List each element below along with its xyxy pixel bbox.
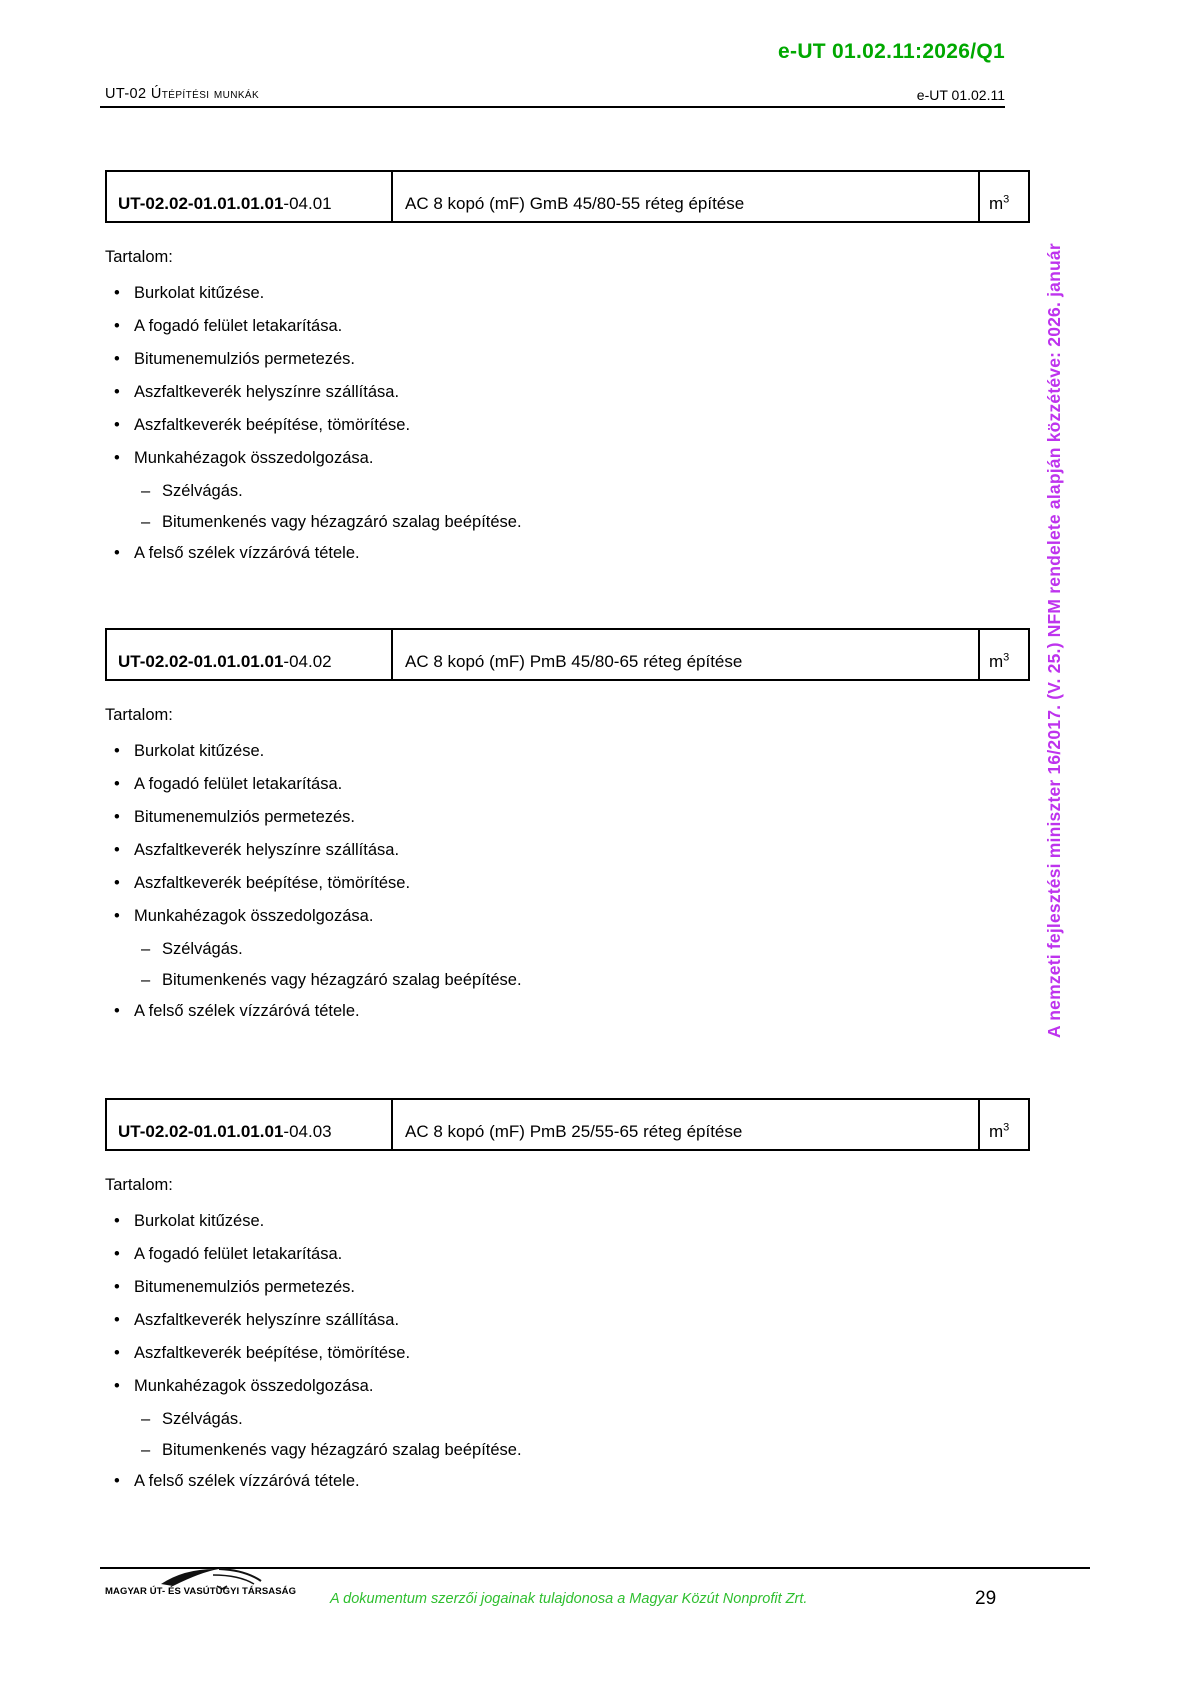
spec-code-prefix: UT-02.02-01.01.01.01 — [118, 652, 284, 671]
list-item: • Munkahézagok összedolgozása. — [105, 449, 1030, 468]
list-item: • Aszfaltkeverék helyszínre szállítása. — [105, 1311, 1030, 1330]
list-item: • Aszfaltkeverék helyszínre szállítása. — [105, 841, 1030, 860]
content-list — [105, 742, 1030, 1021]
spec-item-code — [107, 172, 393, 221]
spec-item-unit — [978, 630, 1028, 679]
doc-reference: e-UT 01.02.11:2026/Q1 — [778, 40, 1005, 63]
copyright-notice: A dokumentum szerzői jogainak tulajdonosa a Magyar Közút Nonprofit Zrt. — [330, 1591, 808, 1607]
spec-code-suffix: -04.02 — [283, 652, 332, 671]
list-item: • A fogadó felület letakarítása. — [105, 317, 1030, 336]
spec-item-code — [107, 630, 393, 679]
list-item: • Bitumenemulziós permetezés. — [105, 808, 1030, 827]
spec-section — [105, 628, 1030, 1035]
list-item: – Szélvágás. — [105, 1410, 1030, 1429]
content-label: Tartalom: — [105, 706, 173, 724]
spec-code-suffix: -04.03 — [283, 1122, 332, 1141]
list-item: • Bitumenemulziós permetezés. — [105, 350, 1030, 369]
list-item: • Burkolat kitűzése. — [105, 742, 1030, 761]
list-item: • Burkolat kitűzése. — [105, 284, 1030, 303]
list-item: • Aszfaltkeverék beépítése, tömörítése. — [105, 874, 1030, 893]
spec-section — [105, 1098, 1030, 1505]
logo-text: MAGYAR ÚT- ÉS VASÚTÜGYI TÁRSASÁG — [105, 1586, 297, 1597]
list-item: – Szélvágás. — [105, 940, 1030, 959]
list-item: • Aszfaltkeverék beépítése, tömörítése. — [105, 1344, 1030, 1363]
unit-base: m — [989, 194, 1004, 213]
unit-base: m — [989, 652, 1004, 671]
association-logo — [105, 1566, 340, 1606]
spec-item-unit — [978, 172, 1028, 221]
content-list — [105, 284, 1030, 563]
list-item: – Bitumenkenés vagy hézagzáró szalag beépítése. — [105, 513, 1030, 532]
list-item: • A fogadó felület letakarítása. — [105, 1245, 1030, 1264]
spec-item-unit — [978, 1100, 1028, 1149]
list-item: • A felső szélek vízzáróvá tétele. — [105, 1472, 1030, 1491]
unit-exponent: 3 — [1003, 651, 1010, 664]
list-item: – Szélvágás. — [105, 482, 1030, 501]
content-label: Tartalom: — [105, 248, 173, 266]
spec-item-title: AC 8 kopó (mF) GmB 45/80-55 réteg építése — [405, 194, 745, 213]
sidebar-vertical-note: A nemzeti fejlesztési miniszter 16/2017. (V. 25.) NFM rendelete alapján közzétéve: 2026. január — [1044, 243, 1064, 1038]
header-section-title: UT-02 Útépítési munkák — [105, 86, 260, 102]
list-item: • Aszfaltkeverék beépítése, tömörítése. — [105, 416, 1030, 435]
spec-code-prefix: UT-02.02-01.01.01.01 — [118, 194, 284, 213]
unit-exponent: 3 — [1003, 193, 1010, 206]
list-item: • Burkolat kitűzése. — [105, 1212, 1030, 1231]
spec-item-title: AC 8 kopó (mF) PmB 45/80-65 réteg építése — [405, 652, 743, 671]
unit-base: m — [989, 1122, 1004, 1141]
list-item: – Bitumenkenés vagy hézagzáró szalag beépítése. — [105, 971, 1030, 990]
spec-item-table — [105, 1098, 1030, 1151]
header-divider — [100, 106, 1005, 108]
page-number: 29 — [975, 1588, 997, 1609]
spec-item-code — [107, 1100, 393, 1149]
list-item: • Aszfaltkeverék helyszínre szállítása. — [105, 383, 1030, 402]
list-item: • A felső szélek vízzáróvá tétele. — [105, 544, 1030, 563]
list-item: • Munkahézagok összedolgozása. — [105, 1377, 1030, 1396]
list-item: • Munkahézagok összedolgozása. — [105, 907, 1030, 926]
content-label: Tartalom: — [105, 1176, 173, 1194]
spec-item-title: AC 8 kopó (mF) PmB 25/55-65 réteg építése — [405, 1122, 743, 1141]
list-item: • A fogadó felület letakarítása. — [105, 775, 1030, 794]
list-item: • Bitumenemulziós permetezés. — [105, 1278, 1030, 1297]
content-list — [105, 1212, 1030, 1491]
spec-item-table — [105, 170, 1030, 223]
spec-code-suffix: -04.01 — [283, 194, 332, 213]
unit-exponent: 3 — [1003, 1121, 1010, 1134]
list-item: – Bitumenkenés vagy hézagzáró szalag beépítése. — [105, 1441, 1030, 1460]
spec-item-table — [105, 628, 1030, 681]
spec-section — [105, 170, 1030, 577]
header-doc-code: e-UT 01.02.11 — [916, 87, 1005, 103]
list-item: • A felső szélek vízzáróvá tétele. — [105, 1002, 1030, 1021]
spec-code-prefix: UT-02.02-01.01.01.01 — [118, 1122, 284, 1141]
